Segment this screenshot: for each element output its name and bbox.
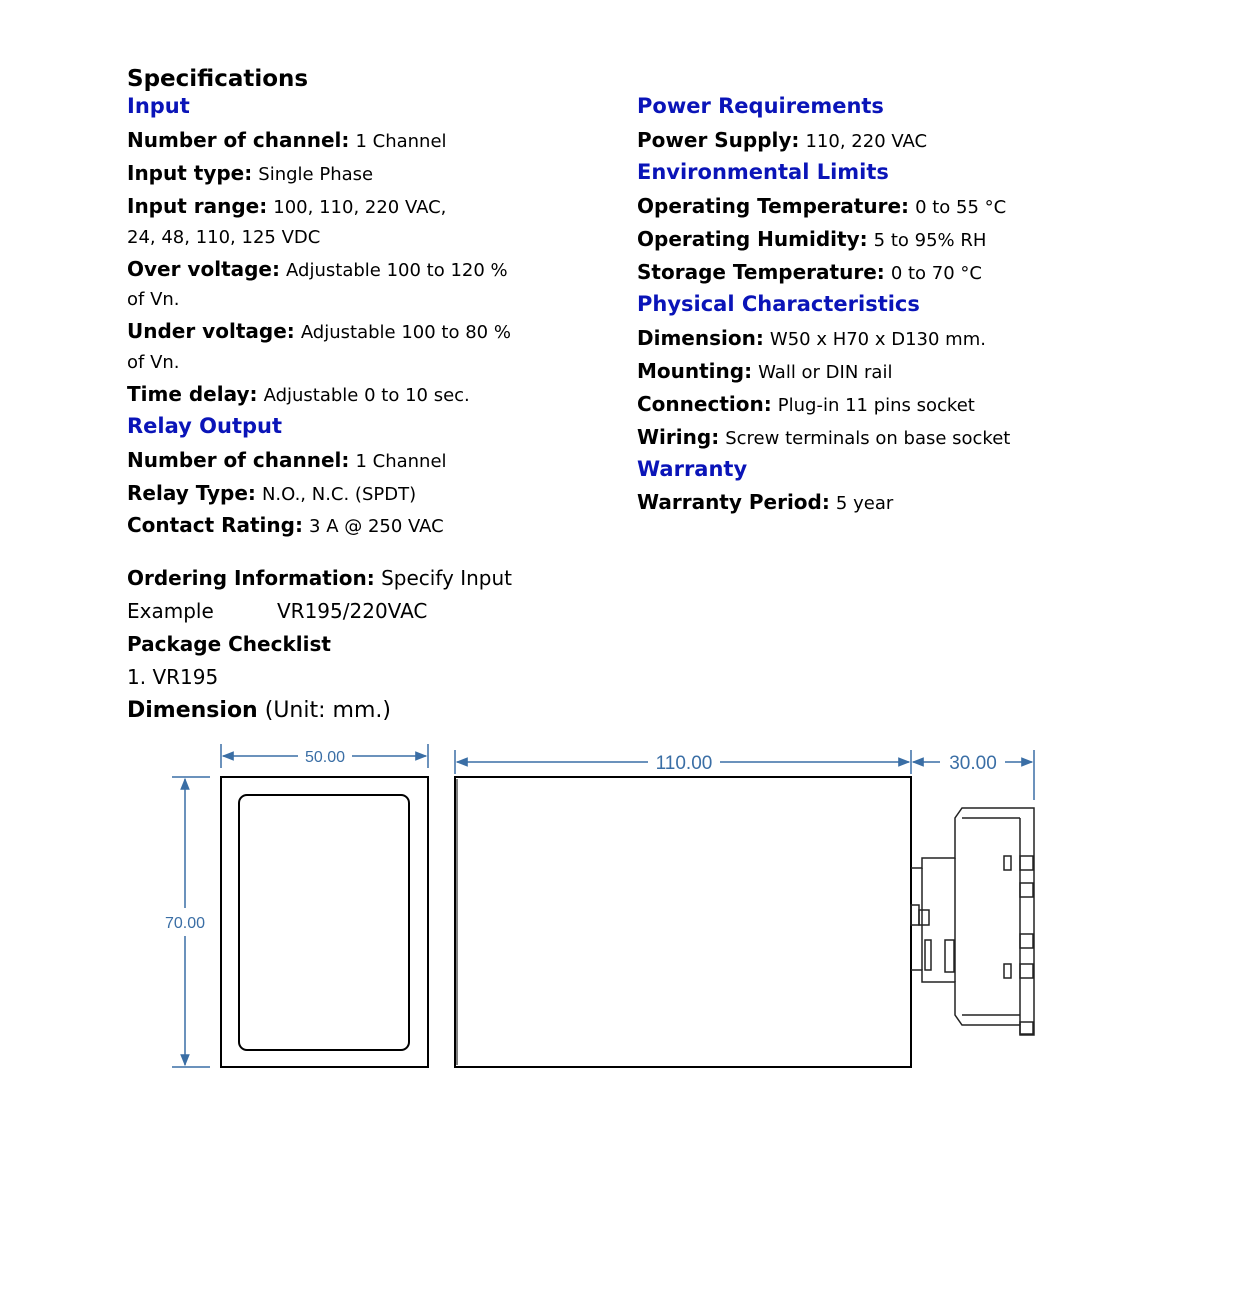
ordering-value: Specify Input: [381, 566, 512, 590]
dimension-unit: (Unit: mm.): [264, 698, 391, 723]
spec-value: W50 x H70 x D130 mm.: [769, 329, 986, 350]
warranty-heading: Warranty: [637, 457, 748, 481]
spec-value: 5 year: [835, 493, 894, 514]
spec-value: Adjustable 0 to 10 sec.: [263, 385, 470, 406]
spec-label: Number of channel:: [127, 128, 350, 152]
front-view: [221, 777, 428, 1067]
spec-value: 5 to 95% RH: [873, 230, 987, 251]
spec-value: 100, 110, 220 VAC,: [273, 197, 447, 218]
relay-output-heading: Relay Output: [127, 414, 282, 438]
spec-label: Dimension:: [637, 326, 764, 350]
socket-dimension-label: 30.00: [949, 753, 997, 774]
spec-label: Under voltage:: [127, 319, 295, 343]
package-checklist-heading: Package Checklist: [127, 632, 331, 656]
spec-label: Warranty Period:: [637, 490, 830, 514]
spec-label: Number of channel:: [127, 448, 350, 472]
spec-value-continued: of Vn.: [127, 289, 180, 310]
spec-label: Contact Rating:: [127, 513, 303, 537]
ordering-label: Ordering Information:: [127, 566, 375, 590]
spec-value: 0 to 70 °C: [890, 263, 982, 284]
power-requirements-heading: Power Requirements: [637, 94, 884, 118]
spec-label: Operating Temperature:: [637, 194, 910, 218]
physical-characteristics-heading: Physical Characteristics: [637, 292, 920, 316]
spec-label: Input type:: [127, 161, 253, 185]
spec-value: 1 Channel: [355, 131, 447, 152]
spec-value: Single Phase: [258, 164, 374, 185]
spec-label: Storage Temperature:: [637, 260, 885, 284]
example-label: Example: [127, 599, 214, 623]
width-dimension-label: 50.00: [304, 749, 346, 766]
spec-label: Power Supply:: [637, 128, 800, 152]
dimension-label: Dimension: [127, 698, 258, 723]
spec-label: Operating Humidity:: [637, 227, 868, 251]
checklist-item: 1. VR195: [127, 665, 219, 689]
spec-value: 0 to 55 °C: [915, 197, 1007, 218]
example-value: VR195/220VAC: [277, 599, 428, 623]
depth-dimensions: [455, 750, 1034, 800]
input-heading: Input: [127, 94, 190, 118]
front-window: [239, 795, 409, 1050]
spec-value: Plug-in 11 pins socket: [777, 395, 975, 416]
spec-label: Wiring:: [637, 425, 720, 449]
spec-label: Connection:: [637, 392, 772, 416]
front-outline: [221, 777, 428, 1067]
socket-view: [911, 808, 1034, 1035]
spec-value: Adjustable 100 to 120 %: [286, 260, 508, 281]
page-title: Specifications: [127, 66, 309, 92]
environmental-limits-heading: Environmental Limits: [637, 160, 889, 184]
side-view: [455, 777, 911, 1067]
spec-value: 3 A @ 250 VAC: [309, 516, 444, 537]
spec-value: Screw terminals on base socket: [725, 428, 1011, 449]
spec-label: Relay Type:: [127, 481, 256, 505]
spec-label: Input range:: [127, 194, 268, 218]
depth-dimension-label: 110.00: [655, 753, 713, 774]
spec-label: Over voltage:: [127, 257, 280, 281]
spec-value-continued: of Vn.: [127, 352, 180, 373]
height-dimension-label: 70.00: [164, 915, 206, 932]
spec-value: Wall or DIN rail: [758, 362, 893, 383]
spec-value-continued: 24, 48, 110, 125 VDC: [127, 227, 321, 248]
spec-value: 110, 220 VAC: [805, 131, 928, 152]
spec-value: 1 Channel: [355, 451, 447, 472]
spec-label: Time delay:: [127, 382, 258, 406]
relay-body-outline: [455, 777, 911, 1067]
spec-value: Adjustable 100 to 80 %: [300, 322, 511, 343]
spec-label: Mounting:: [637, 359, 753, 383]
spec-value: N.O., N.C. (SPDT): [261, 484, 417, 505]
